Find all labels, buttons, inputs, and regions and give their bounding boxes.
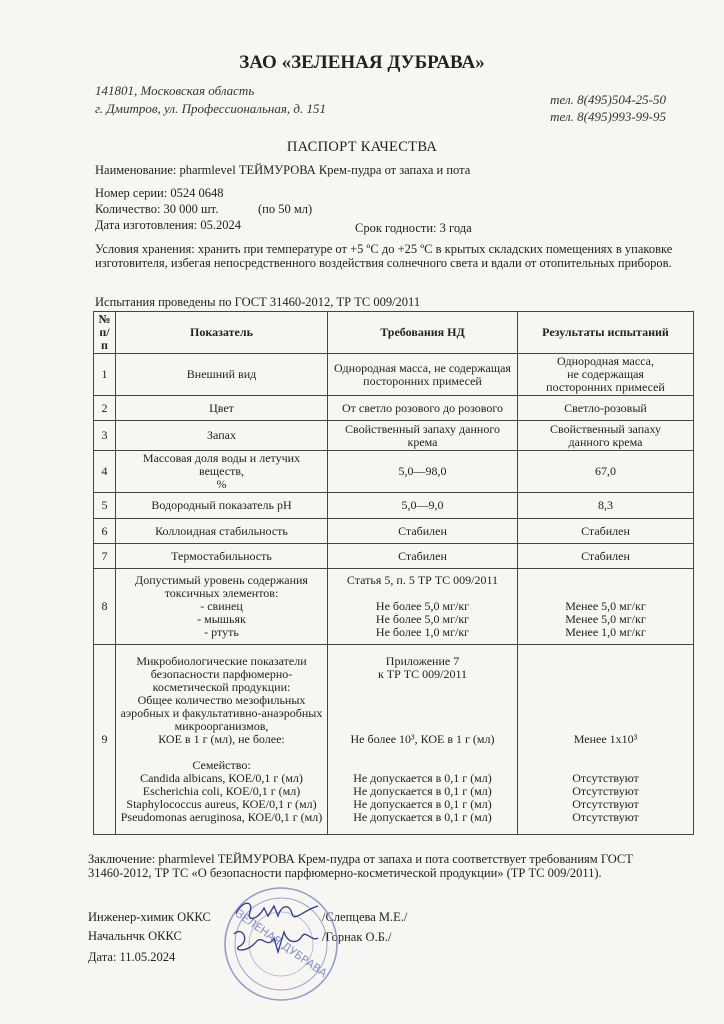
header-param: Показатель bbox=[116, 312, 328, 354]
cell-line: безопасности парфюмерно- bbox=[150, 667, 293, 681]
cell-line: крема bbox=[407, 434, 438, 449]
cell-line: Менее 5,0 мг/кг bbox=[565, 599, 646, 613]
cell-num: 2 bbox=[94, 396, 116, 421]
cell-num: 9 bbox=[94, 645, 116, 835]
cell-line: к ТР ТС 009/2011 bbox=[377, 667, 468, 681]
cell-line: Отсутствуют bbox=[572, 771, 639, 785]
tests-standard: Испытания проведены по ГОСТ 31460-2012, ТР ТС 009/2011 bbox=[95, 295, 421, 309]
cell-line: не содержащая bbox=[567, 367, 644, 381]
cell-line: косметической продукции: bbox=[152, 680, 291, 694]
cell-line: Приложение 7 bbox=[385, 654, 460, 668]
cell-line: Не более 5,0 мг/кг bbox=[375, 599, 470, 613]
head-title: Начальнчк ОККС bbox=[88, 929, 182, 943]
cell-line: Не допускается в 0,1 г (мл) bbox=[353, 810, 492, 824]
address-line-2: г. Дмитров, ул. Профессиональная, д. 151 bbox=[95, 101, 326, 116]
table-row bbox=[94, 396, 694, 421]
cell-num: 5 bbox=[94, 493, 116, 519]
cell-line: Менее 1х10³ bbox=[573, 732, 638, 746]
signature-date: Дата: 11.05.2024 bbox=[88, 950, 176, 964]
cell-res bbox=[518, 645, 694, 835]
cell-line: КОЕ в 1 г (мл), не более: bbox=[158, 732, 285, 746]
cell-line: Не более 5,0 мг/кг bbox=[375, 612, 470, 626]
cell-line: Общее количество мезофильных bbox=[137, 693, 306, 707]
cell-line: 5,0—98,0 bbox=[398, 464, 447, 478]
phone-1: тел. 8(495)504-25-50 bbox=[550, 92, 666, 107]
cell-line: - мышьяк bbox=[197, 612, 246, 626]
cell-line: - свинец bbox=[200, 599, 243, 613]
stamp-text: ЗЕЛЕНАЯ ДУБРАВА bbox=[233, 907, 330, 980]
cell-param bbox=[116, 421, 328, 451]
cell-res bbox=[518, 354, 694, 396]
cell-req bbox=[328, 569, 518, 645]
cell-res bbox=[518, 544, 694, 569]
cell-line: Не более 10³, КОЕ в 1 г (мл) bbox=[350, 732, 495, 746]
cell-param bbox=[116, 569, 328, 645]
cell-line: От светло розового до розового bbox=[342, 400, 503, 415]
cell-line: 67,0 bbox=[595, 464, 616, 478]
quantity: Количество: 30 000 шт. bbox=[95, 202, 219, 216]
cell-line: - ртуть bbox=[204, 625, 239, 639]
cell-line: Водородный показатель pH bbox=[151, 498, 292, 512]
cell-line: Не допускается в 0,1 г (мл) bbox=[353, 784, 492, 798]
cell-line: Свойственный запаху bbox=[549, 421, 662, 436]
cell-param bbox=[116, 354, 328, 396]
phone-2: тел. 8(495)993-99-95 bbox=[550, 109, 666, 124]
cell-req bbox=[328, 519, 518, 544]
table-row bbox=[94, 354, 694, 396]
head-signature bbox=[228, 924, 320, 958]
cell-num: 4 bbox=[94, 451, 116, 493]
cell-line: Термостабильность bbox=[171, 548, 272, 563]
cell-req bbox=[328, 493, 518, 519]
cell-line: Запах bbox=[207, 428, 236, 442]
cell-req bbox=[328, 396, 518, 421]
cell-line: Не допускается в 0,1 г (мл) bbox=[353, 797, 492, 811]
cell-line: Не более 1,0 мг/кг bbox=[375, 625, 470, 639]
company-name: ЗАО «ЗЕЛЕНАЯ ДУБРАВА» bbox=[239, 52, 485, 73]
cell-line: Не допускается в 0,1 г (мл) bbox=[353, 771, 492, 785]
cell-res bbox=[518, 451, 694, 493]
product-name: Наименование: pharmlevel ТЕЙМУРОВА Крем-пудра от запаха и пота bbox=[95, 163, 471, 177]
table-row bbox=[94, 519, 694, 544]
address-line-1: 141801, Московская область bbox=[95, 83, 255, 98]
cell-line: Стабилен bbox=[398, 523, 447, 538]
cell-line: Отсутствуют bbox=[572, 784, 639, 798]
shelf-life: Срок годности: 3 года bbox=[355, 221, 472, 235]
cell-line: Однородная масса, bbox=[556, 354, 655, 368]
table-row bbox=[94, 451, 694, 493]
table-row bbox=[94, 493, 694, 519]
cell-param bbox=[116, 493, 328, 519]
cell-line: Менее 5,0 мг/кг bbox=[565, 612, 646, 626]
cell-req bbox=[328, 645, 518, 835]
engineer-title: Инженер-химик ОККС bbox=[88, 910, 211, 924]
cell-line: Стабилен bbox=[398, 548, 447, 563]
cell-num: 3 bbox=[94, 421, 116, 451]
document-title: ПАСПОРТ КАЧЕСТВА bbox=[286, 139, 438, 155]
cell-line: Семейство: bbox=[192, 758, 251, 772]
cell-line: Отсутствуют bbox=[572, 810, 639, 824]
cell-line: микроорганизмов, bbox=[174, 719, 269, 733]
cell-line: Стабилен bbox=[581, 523, 630, 538]
cell-req bbox=[328, 544, 518, 569]
cell-req bbox=[328, 451, 518, 493]
cell-param bbox=[116, 519, 328, 544]
cell-line: Escherichia coli, КОЕ/0,1 г (мл) bbox=[142, 784, 301, 798]
cell-num: 6 bbox=[94, 519, 116, 544]
cell-line: Массовая доля воды и летучих веществ, bbox=[142, 451, 301, 478]
cell-param bbox=[116, 544, 328, 569]
pack-size: (по 50 мл) bbox=[258, 202, 313, 216]
cell-line: Светло-розовый bbox=[564, 400, 647, 415]
cell-line: аэробных и факультативно-анаэробных bbox=[120, 706, 323, 720]
engineer-signature bbox=[232, 896, 322, 926]
engineer-name: /Слепцева М.Е./ bbox=[322, 910, 408, 924]
header-res: Результаты испытаний bbox=[518, 312, 694, 354]
cell-line: Стабилен bbox=[581, 548, 630, 563]
conclusion: Заключение: pharmlevel ТЕЙМУРОВА Крем-пудра от запаха и пота соответствует требованиям ГОСТ 31460-2012, ТР ТС «О безопасности парфюмерно-косметической продукции» (ТР ТС 009/2011). bbox=[88, 852, 633, 880]
quality-table bbox=[93, 311, 694, 835]
cell-param bbox=[116, 451, 328, 493]
cell-line: Candida albicans, КОЕ/0,1 г (мл) bbox=[140, 771, 303, 785]
cell-line: посторонних примесей bbox=[363, 373, 482, 388]
header-num: № п/п bbox=[94, 312, 116, 354]
cell-req bbox=[328, 421, 518, 451]
cell-num: 7 bbox=[94, 544, 116, 569]
cell-line: 8,3 bbox=[598, 498, 613, 512]
cell-line: токсичных элементов: bbox=[164, 586, 279, 600]
cell-line: Микробиологические показатели bbox=[136, 654, 307, 668]
cell-res bbox=[518, 569, 694, 645]
cell-num: 8 bbox=[94, 569, 116, 645]
cell-line: Цвет bbox=[209, 400, 234, 415]
table-row bbox=[94, 569, 694, 645]
cell-line: Статья 5, п. 5 ТР ТС 009/2011 bbox=[346, 573, 499, 587]
cell-line: Коллоидная стабильность bbox=[155, 523, 288, 538]
cell-res bbox=[518, 493, 694, 519]
cell-param bbox=[116, 645, 328, 835]
cell-line: Менее 1,0 мг/кг bbox=[565, 625, 646, 639]
cell-line: данного крема bbox=[568, 434, 643, 449]
cell-line: % bbox=[216, 477, 227, 491]
series-number: Номер серии: 0524 0648 bbox=[95, 186, 224, 200]
cell-line: Pseudomonas aeruginosa, КОЕ/0,1 г (мл) bbox=[120, 810, 323, 824]
cell-param bbox=[116, 396, 328, 421]
table-row bbox=[94, 421, 694, 451]
manufacture-date: Дата изготовления: 05.2024 bbox=[95, 218, 241, 232]
cell-res bbox=[518, 421, 694, 451]
cell-res bbox=[518, 396, 694, 421]
cell-line: 5,0—9,0 bbox=[401, 498, 444, 512]
cell-res bbox=[518, 519, 694, 544]
cell-line: Однородная масса, не содержащая bbox=[334, 360, 511, 375]
cell-line: Внешний вид bbox=[186, 367, 257, 381]
cell-line: Свойственный запаху данного bbox=[345, 421, 500, 436]
table-row bbox=[94, 544, 694, 569]
cell-req bbox=[328, 354, 518, 396]
cell-line: Допустимый уровень содержания bbox=[135, 573, 308, 587]
cell-num: 1 bbox=[94, 354, 116, 396]
cell-line: Отсутствуют bbox=[572, 797, 639, 811]
cell-line: Staphylococcus aureus, КОЕ/0,1 г (мл) bbox=[126, 797, 317, 811]
cell-line: посторонних примесей bbox=[546, 380, 665, 394]
head-name: /Горнак О.Б./ bbox=[322, 930, 392, 944]
storage-conditions: Условия хранения: хранить при температуре от +5 ºС до +25 ºС в крытых складских помещениях в упаковке изготовителя, избегая непосредственного воздействия солнечного света и вдали от отопительных приборов. bbox=[95, 242, 673, 270]
table-row bbox=[94, 645, 694, 835]
header-req: Требования НД bbox=[328, 312, 518, 354]
